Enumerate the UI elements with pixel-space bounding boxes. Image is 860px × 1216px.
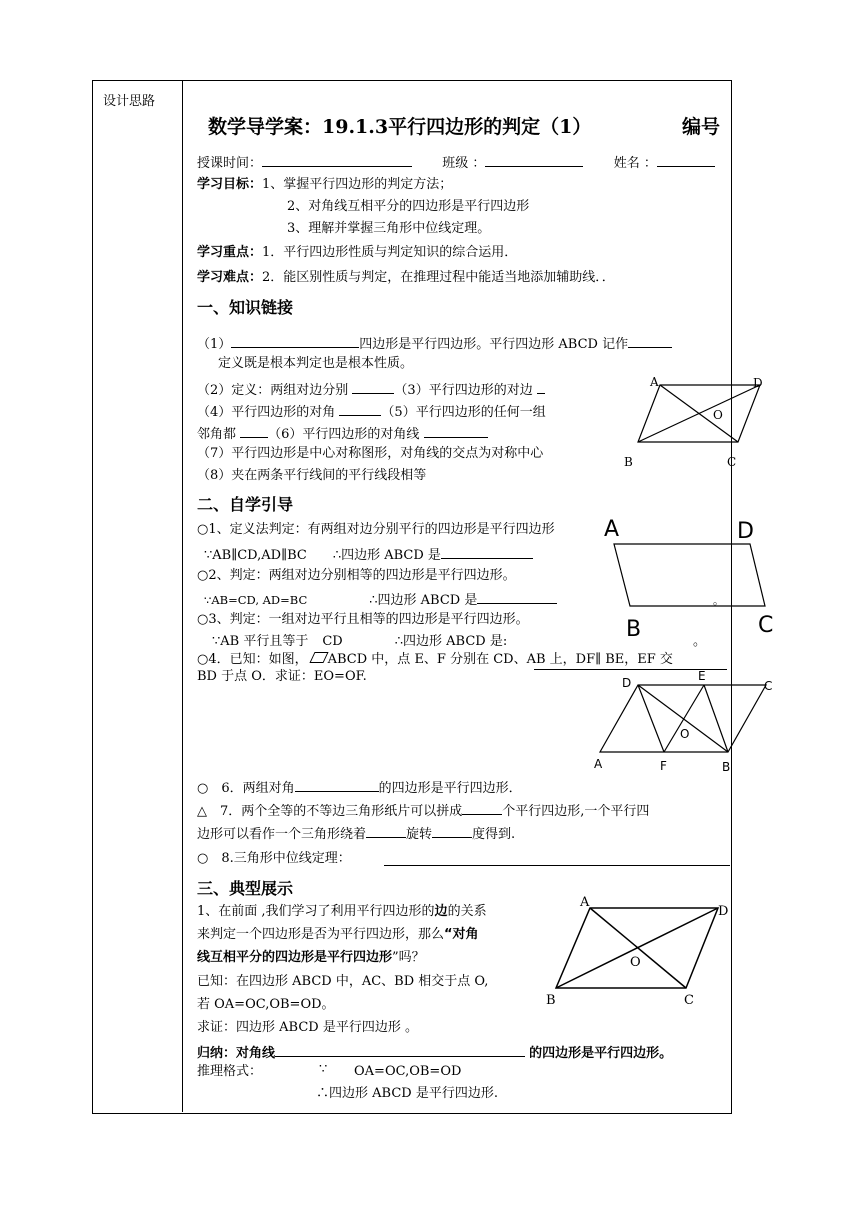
section1-heading: 一、知识链接 xyxy=(197,298,294,317)
s3-q1-line2 xyxy=(197,927,479,943)
fig1-label-O: O xyxy=(713,408,723,422)
s1-l4a: 邻角都 xyxy=(197,427,237,442)
figure-2-parallelogram xyxy=(600,508,790,640)
s2-p8-blank[interactable] xyxy=(384,865,730,866)
goal-1: 1、掌握平行四边形的判定方法； xyxy=(262,177,453,192)
s2-p4c: BD 于点 O．求证：EO=OF. xyxy=(197,669,367,684)
s3-sum-blank[interactable] xyxy=(275,1043,525,1057)
s2-p7a: △ 7．两个全等的不等边三角形纸片可以拼成 xyxy=(197,804,463,819)
figure-1-parallelogram xyxy=(620,370,780,470)
s1-line-3 xyxy=(197,402,546,421)
difficulty-text: 2．能区别性质与判定，在推理过程中能适当地添加辅助线．． xyxy=(262,270,615,285)
s3-q1a-bold: 边 xyxy=(434,904,448,919)
goal-2: 2、对角线互相平分的四边形是平行四边形 xyxy=(287,199,530,214)
s1-l4b: （6）平行四边形的对角线 xyxy=(268,427,420,442)
fig3-label-C: C xyxy=(764,679,773,693)
section3-heading: 三、典型展示 xyxy=(197,879,294,898)
s2-blank-7c[interactable] xyxy=(432,824,472,838)
fig4-label-A: A xyxy=(580,895,590,910)
fig3-label-F: F xyxy=(660,759,667,773)
s1-blank-7[interactable] xyxy=(424,424,488,438)
s2-p3a: ∵AB 平行且等于 xyxy=(212,634,309,649)
s3-sum-a: 归纳：对角线 xyxy=(197,1046,276,1061)
s1-line-4 xyxy=(197,424,488,443)
s3-fmt-cond: OA=OC,OB=OD xyxy=(354,1064,462,1079)
s1-line-2 xyxy=(197,380,545,399)
fig3-label-B: B xyxy=(722,760,731,774)
s3-because: ∵ xyxy=(319,1062,328,1077)
s2-blank-6[interactable] xyxy=(295,778,379,792)
s3-sum-b: 的四边形是平行四边形。 xyxy=(529,1046,673,1061)
fig2-label-C: C xyxy=(758,613,774,638)
s1-line-1 xyxy=(197,334,672,353)
s3-summary xyxy=(197,1043,672,1062)
info-line xyxy=(197,153,715,172)
s3-q1-line3 xyxy=(197,950,425,966)
fig3-label-D: D xyxy=(622,676,632,690)
side-column xyxy=(92,80,183,1112)
s2-p7b: 个平行四边形,一个平行四 xyxy=(502,804,650,819)
s2-blank-7b[interactable] xyxy=(366,824,406,838)
s3-fmt: 推理格式： xyxy=(197,1064,263,1079)
s1-l5: （7）平行四边形是中心对称图形，对角线的交点为对称中心 xyxy=(197,446,544,461)
difficulty-line xyxy=(197,270,615,286)
time-label: 授课时间： xyxy=(197,156,263,171)
fig4-label-C: C xyxy=(684,993,694,1008)
figure-4-parallelogram xyxy=(542,892,732,1008)
s2-p4-line xyxy=(197,652,673,668)
s1-l1c: 定义既是根本判定也是根本性质。 xyxy=(218,356,414,371)
section2-heading: 二、自学引导 xyxy=(197,495,294,514)
s2-p4b: ABCD 中，点 E、F 分别在 CD、AB 上，DF∥ BE，EF 交 xyxy=(327,652,673,667)
s1-l3a: （4）平行四边形的对角 xyxy=(197,405,336,420)
s2-p1a: ∵AB∥CD,AD∥BC xyxy=(204,548,307,563)
s2-p7c: 边形可以看作一个三角形绕着 xyxy=(197,827,367,842)
fig2-dot: 。 xyxy=(713,594,724,607)
s2-p2b: ∴四边形 ABCD 是 xyxy=(369,593,478,608)
s2-p2a: ∵AB=CD, AD=BC xyxy=(204,593,308,607)
s1-l1a: （1） xyxy=(197,337,232,352)
fig4-label-B: B xyxy=(546,993,556,1008)
s2-blank-7a[interactable] xyxy=(462,801,502,815)
s2-p4a: ○4．已知：如图， xyxy=(197,652,308,667)
s2-p1: ○1、定义法判定：有两组对边分别平行的四边形是平行四边形 xyxy=(197,522,555,537)
name-blank[interactable] xyxy=(657,153,715,167)
s2-p8: ○ 8.三角形中位线定理： xyxy=(197,851,351,866)
s1-blank-4[interactable] xyxy=(537,380,545,394)
s1-l6: （8）夹在两条平行线间的平行线段相等 xyxy=(197,468,427,483)
figure-3-parallelogram xyxy=(588,670,788,778)
s1-blank-3[interactable] xyxy=(352,380,394,394)
s3-q1c-bold: 线互相平分的四边形是平行四边形 xyxy=(197,950,393,965)
focus-line xyxy=(197,245,517,261)
fig2-label-A: A xyxy=(604,517,620,542)
goal-3: 3、理解并掌握三角形中位线定理。 xyxy=(287,221,491,236)
s2-blank-1[interactable] xyxy=(441,545,533,559)
page-title: 数学导学案：19.1.3平行四边形的判定（1） xyxy=(208,116,592,138)
fig2-label-B: B xyxy=(626,617,642,640)
s3-q1-line1 xyxy=(197,904,487,920)
s2-p3-dot: 。 xyxy=(693,634,707,649)
fig4-label-O: O xyxy=(630,955,641,970)
goals-line-1 xyxy=(197,177,452,193)
s1-blank-5[interactable] xyxy=(339,402,381,416)
side-label: 设计思路 xyxy=(103,94,156,109)
time-blank[interactable] xyxy=(262,153,412,167)
focus-text: 1．平行四边形性质与判定知识的综合运用． xyxy=(262,245,518,260)
fig1-label-B: B xyxy=(624,455,633,469)
s2-p7-line xyxy=(197,801,649,820)
s3-fmt-res: ∴四边形 ABCD 是平行四边形. xyxy=(316,1086,498,1101)
s1-l2b: （3）平行四边形的对边 xyxy=(394,383,533,398)
s3-q1a2: 的关系 xyxy=(447,904,487,919)
fig3-label-E: E xyxy=(698,670,706,683)
s2-p6b: 的四边形是平行四边形． xyxy=(378,781,522,796)
goals-label: 学习目标： xyxy=(197,177,263,192)
s3-q1a: 1、在前面 ,我们学习了利用平行四边形的 xyxy=(197,904,435,919)
fig4-label-D: D xyxy=(718,904,729,919)
s1-blank-2[interactable] xyxy=(628,334,672,348)
s2-p3a2: CD xyxy=(322,634,343,649)
fig1-label-A: A xyxy=(650,375,659,389)
s2-p7e: 度得到. xyxy=(472,827,516,842)
s2-p6-line xyxy=(197,778,522,797)
s2-p3: ○3、判定：一组对边平行且相等的四边形是平行四边形。 xyxy=(197,612,529,627)
s3-prove: 求证：四边形 ABCD 是平行四边形 。 xyxy=(197,1020,418,1035)
focus-label: 学习重点： xyxy=(197,245,263,260)
fig1-label-C: C xyxy=(727,455,737,469)
s3-q1c2: ”吗？ xyxy=(392,950,425,965)
s2-p2-line xyxy=(204,590,557,609)
difficulty-label: 学习难点： xyxy=(197,270,263,285)
s3-cond: 若 OA=OC,OB=OD。 xyxy=(197,997,335,1012)
s1-blank-1[interactable] xyxy=(231,334,359,348)
s2-p6a: ○ 6．两组对角 xyxy=(197,781,295,796)
s1-l3b: （5）平行四边形的任何一组 xyxy=(381,405,546,420)
fig1-label-D: D xyxy=(753,376,763,390)
s1-l2a: （2）定义：两组对边分别 xyxy=(197,383,349,398)
s2-blank-2[interactable] xyxy=(477,590,557,604)
s1-l1b: 四边形是平行四边形。平行四边形 ABCD 记作 xyxy=(359,337,629,352)
class-blank[interactable] xyxy=(485,153,583,167)
s3-q1b-quote: “对角 xyxy=(444,927,479,942)
s2-p7d: 旋转 xyxy=(406,827,433,842)
s3-q1b: 来判定一个四边形是否为平行四边形，那么 xyxy=(197,927,445,942)
name-label: 姓名 ： xyxy=(613,156,657,171)
s2-p2: ○2、判定：两组对边分别相等的四边形是平行四边形。 xyxy=(197,568,516,583)
s3-known: 已知：在四边形 ABCD 中，AC、BD 相交于点 O, xyxy=(197,974,489,989)
s2-p1-line xyxy=(204,545,533,564)
title-code: 编号 xyxy=(682,116,721,138)
s2-p3-line xyxy=(212,634,507,650)
parallelogram-symbol-icon xyxy=(309,652,328,663)
fig3-label-A: A xyxy=(594,757,603,771)
class-label: 班级 ： xyxy=(442,156,486,171)
fig3-label-O: O xyxy=(680,727,690,741)
s2-p3b: ∴四边形 ABCD 是: xyxy=(394,634,508,649)
s2-p7-line2 xyxy=(197,824,515,843)
fig2-label-D: D xyxy=(737,519,754,544)
s2-p1b: ∴四边形 ABCD 是 xyxy=(332,548,441,563)
s1-blank-6[interactable] xyxy=(240,424,268,438)
